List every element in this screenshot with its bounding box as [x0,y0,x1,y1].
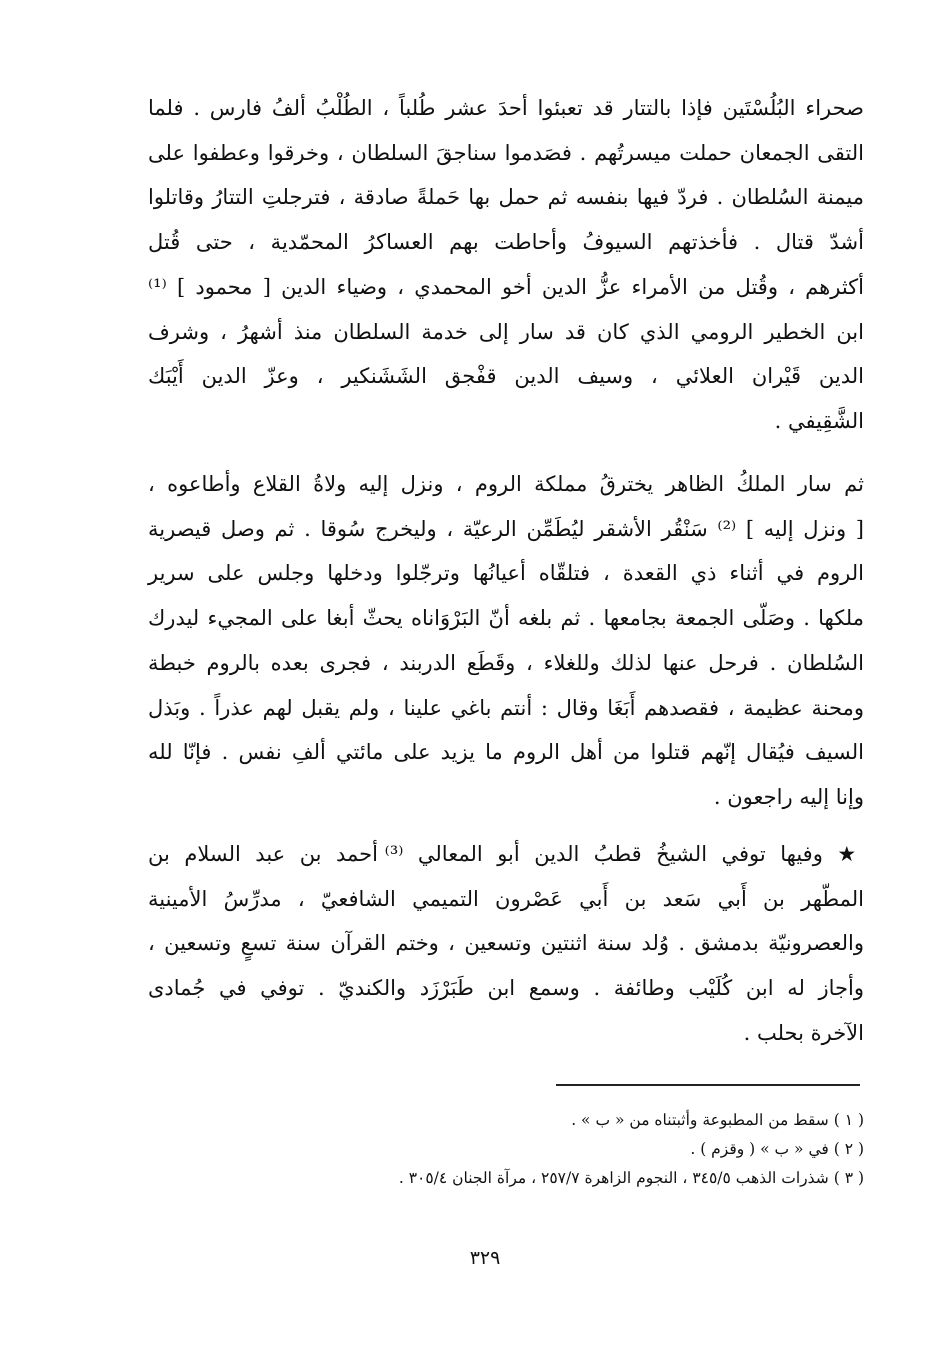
text-line-content: وفيها توفي الشيخُ قطبُ الدين أبو المعالي ⁽³⁾ أحمد بن عبد السلام بن [148,842,823,866]
text-line: وإنا إليه راجعون . [713,784,864,809]
text-line: الآخرة بحلب . [743,1020,864,1045]
text-line: الروم في أثناء ذي القعدة ، فتلقّاه أعيانُها وترجّلوا ودخلها وجلس على سرير [148,561,864,586]
text-line: الدين قَيْران العلائي ، وسيف الدين قفْجق الشَشَنكير ، وعزّ الدين أَيْبَك [148,364,864,389]
text-line: أكثرهم ، وقُتل من الأمراء عزُّ الدين أخو المحمدي ، وضياء الدين [ محمود ] ⁽¹⁾ [148,274,864,299]
text-line: أشدّ قتال . فأخذتهم السيوفُ وأحاطت بهم العساكرُ المحمّدية ، حتى قُتل [148,230,864,255]
text-line: السُلطان . فرحل عنها لذلك وللغلاء ، وقَطَع الدربند ، فجرى بعده بالروم خبطة [148,650,864,675]
page-number: ٣٢٩ [469,1247,501,1269]
footnote-item: ( ١ ) سقط من المطبوعة وأثبتناه من « ب » . [571,1111,864,1129]
text-line: ومحنة عظيمة ، فقصدهم أَبَغَا وقال : أنتم باغي علينا ، ولم يقبل لهم عذراً . وبَذل [148,695,864,720]
text-line: وأجاز له ابن كُلَيْب وطائفة . وسمع ابن طَبَرْزَد والكنديّ . توفي في جُمادى [148,976,864,1001]
text-line: التقى الجمعان حملت ميسرتُهم . فصَدموا سناجقَ السلطان ، وخرقوا وعطفوا على [148,140,864,165]
text-line: والعصرونيّة بدمشق . وُلد سنة اثنتين وتسعين ، وختم القرآن سنة تسعٍ وتسعين ، [148,931,864,956]
text-line: ابن الخطير الرومي الذي كان قد سار إلى خدمة السلطان منذ أشهرُ ، وشرف [148,319,864,344]
footnotes-list [220,1106,864,1193]
text-line: ثم سار الملكُ الظاهر يخترقُ مملكة الروم ، ونزل إليه ولاةُ القلاع وأطاعوه ، [148,472,864,496]
paragraph-battle-of-elbistan [148,86,864,444]
footnote-separator [556,1084,860,1086]
text-line: السيف فيُقال إنّهم قتلوا من أهل الروم ما يزيد على مائتي ألفِ نفس . فإنّا لله [148,740,864,765]
star-icon: ★ [837,842,864,866]
paragraph-obituary [148,832,864,1056]
text-line: ملكها . وصَلّى الجمعة بجامعها . ثم بلغه أنّ البَرْوَاناه يحثّ أبغا على المجيء ليدرك [148,606,864,631]
text-line: الشَّقِيفي . [774,408,864,433]
text-line: صحراء البُلُسْتَين فإذا بالتتار قد تعبئوا أحدَ عشر طُلباً ، الطُلْبُ ألفُ فارس . فلما [148,96,864,120]
footnote-item: ( ٢ ) في « ب » ( وقزم ) . [690,1140,864,1158]
text-line: المطّهر بن أَبي سَعد بن أَبي عَصْرون التميمي الشافعيّ ، مدرِّسُ الأمينية [148,886,864,911]
paragraph-march-through-rum [148,462,864,820]
footnote-item: ( ٣ ) شذرات الذهب ٣٤٥/٥ ، النجوم الزاهرة ٢٥٧/٧ ، مرآة الجنان ٣٠٥/٤ . [398,1169,864,1187]
text-line: ميمنة السُلطان . فردّ فيها بنفسه ثم حمل بها حَملةً صادقة ، فترجلتِ التتارُ وقاتلوا [148,185,864,210]
text-line: [ ونزل إليه ] ⁽²⁾ سَنْقُر الأشقر ليُطَمِّن الرعيّة ، وليخرج سُوقا . ثم وصل قيصرية [148,516,864,541]
text-line [148,832,864,877]
